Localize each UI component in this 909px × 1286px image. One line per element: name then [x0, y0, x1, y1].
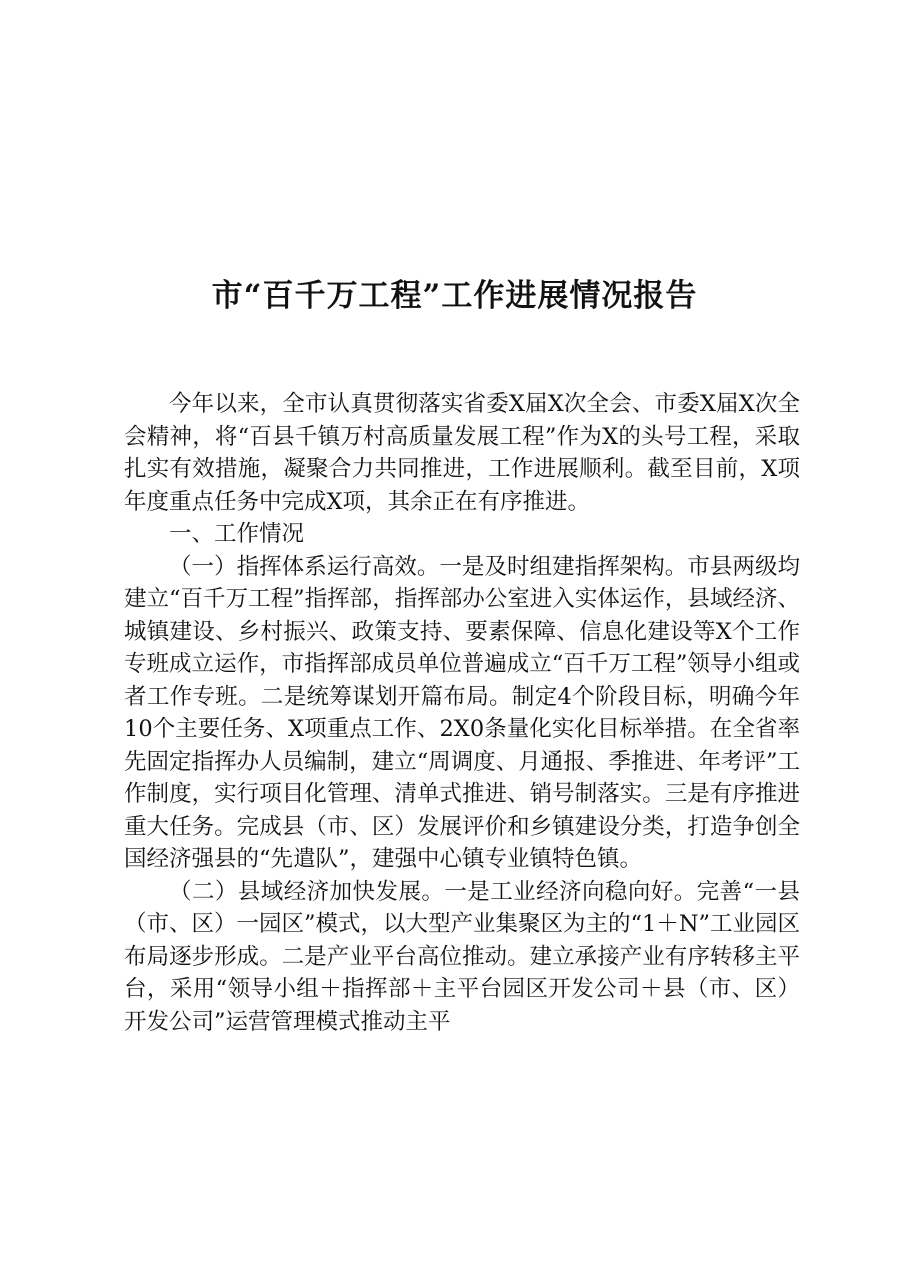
paragraph-county-economy: （二）县域经济加快发展。一是工业经济向稳向好。完善“一县（市、区）一园区”模式，以大型产业集聚区为主的“1＋N”工业园区布局逐步形成。二是产业平台高位推动。建立承接产业有序转移主平台，采用“领导小组＋指挥部＋主平台园区开发公司＋县（市、区）开发公司”运营管理模式推动主平: [124, 878, 801, 1035]
intro-paragraph: 今年以来，全市认真贯彻落实省委X届X次全会、市委X届X次全会精神，将“百县千镇万村高质量发展工程”作为X的头号工程，采取扎实有效措施，凝聚合力共同推进，工作进展顺利。截至目前，X项年度重点任务中完成X项，其余正在有序推进。: [124, 391, 800, 515]
section-heading-work-status: 一、工作情况: [169, 521, 305, 547]
document-body: [124, 388, 800, 1038]
document-title: 市“百千万工程”工作进展情况报告: [211, 278, 698, 314]
paragraph-command-system: （一）指挥体系运行高效。一是及时组建指挥架构。市县两级均建立“百千万工程”指挥部，指挥部办公室进入实体运作，县域经济、城镇建设、乡村振兴、政策支持、要素保障、信息化建设等X个工作专班成立运作，市指挥部成员单位普遍成立“百千万工程”领导小组或者工作专班。二是统筹谋划开篇布局。制定4个阶段目标，明确今年10个主要任务、X项重点工作、2X0条量化实化目标举措。在全省率先固定指挥办人员编制，建立“周调度、月通报、季推进、年考评”工作制度，实行项目化管理、清单式推进、销号制落实。三是有序推进重大任务。完成县（市、区）发展评价和乡镇建设分类，打造争创全国经济强县的“先遣队”，建强中心镇专业镇特色镇。: [124, 553, 800, 872]
